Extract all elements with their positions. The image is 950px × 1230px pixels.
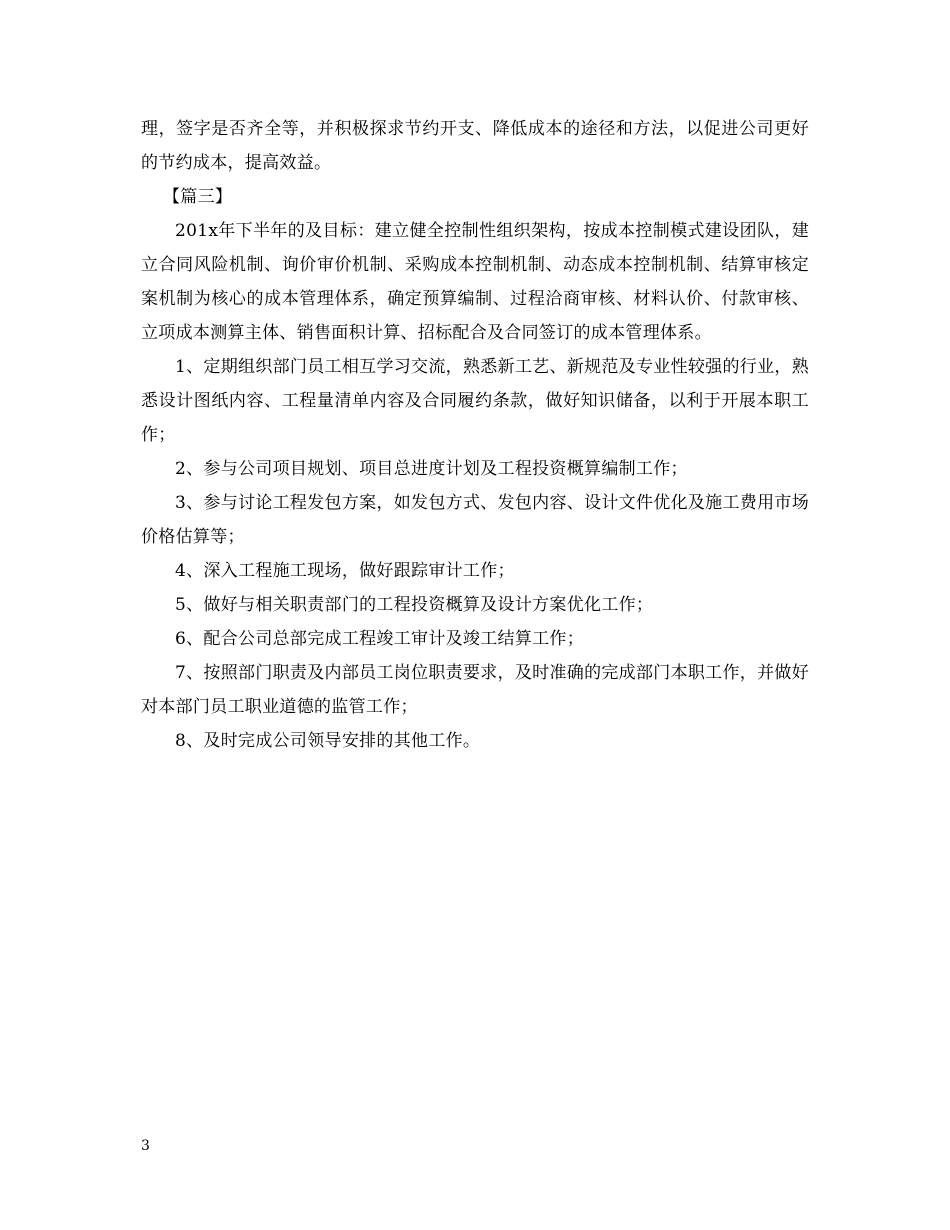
list-item-4: 4、深入工程施工现场，做好跟踪审计工作； bbox=[175, 561, 515, 581]
list-item-7: 7、按照部门职责及内部员工岗位职责要求，及时准确的完成部门本职工作，并做好对本部门员工职业道德的监管工作； bbox=[141, 663, 809, 717]
paragraph-goals: 201x年下半年的及目标：建立健全控制性组织架构，按成本控制模式建设团队，建立合同风险机制、询价审价机制、采购成本控制机制、动态成本控制机制、结算审核定案机制为核心的成本管理体系，确定预算编制、过程洽商审核、材料认价、付款审核、立项成本测算主体、销售面积计算、招标配合及合同签订的成本管理体系。 bbox=[141, 221, 809, 343]
list-item-2: 2、参与公司项目规划、项目总进度计划及工程投资概算编制工作； bbox=[175, 459, 688, 479]
list-item-5: 5、做好与相关职责部门的工程投资概算及设计方案优化工作； bbox=[175, 595, 654, 615]
page-number: 3 bbox=[141, 1138, 150, 1154]
list-item-1: 1、定期组织部门员工相互学习交流，熟悉新工艺、新规范及专业性较强的行业，熟悉设计图纸内容、工程量清单内容及合同履约条款，做好知识储备，以利于开展本职工作； bbox=[141, 357, 809, 445]
list-item-3: 3、参与讨论工程发包方案，如发包方式、发包内容、设计文件优化及施工费用市场价格估算等； bbox=[141, 493, 809, 547]
document-body bbox=[141, 112, 809, 758]
section-heading: 【篇三】 bbox=[163, 187, 233, 207]
paragraph-continuation: 理，签字是否齐全等，并积极探求节约开支、降低成本的途径和方法，以促进公司更好的节约成本，提高效益。 bbox=[141, 119, 809, 173]
list-item-8: 8、及时完成公司领导安排的其他工作。 bbox=[175, 731, 481, 751]
list-item-6: 6、配合公司总部完成工程竣工审计及竣工结算工作； bbox=[175, 629, 585, 649]
